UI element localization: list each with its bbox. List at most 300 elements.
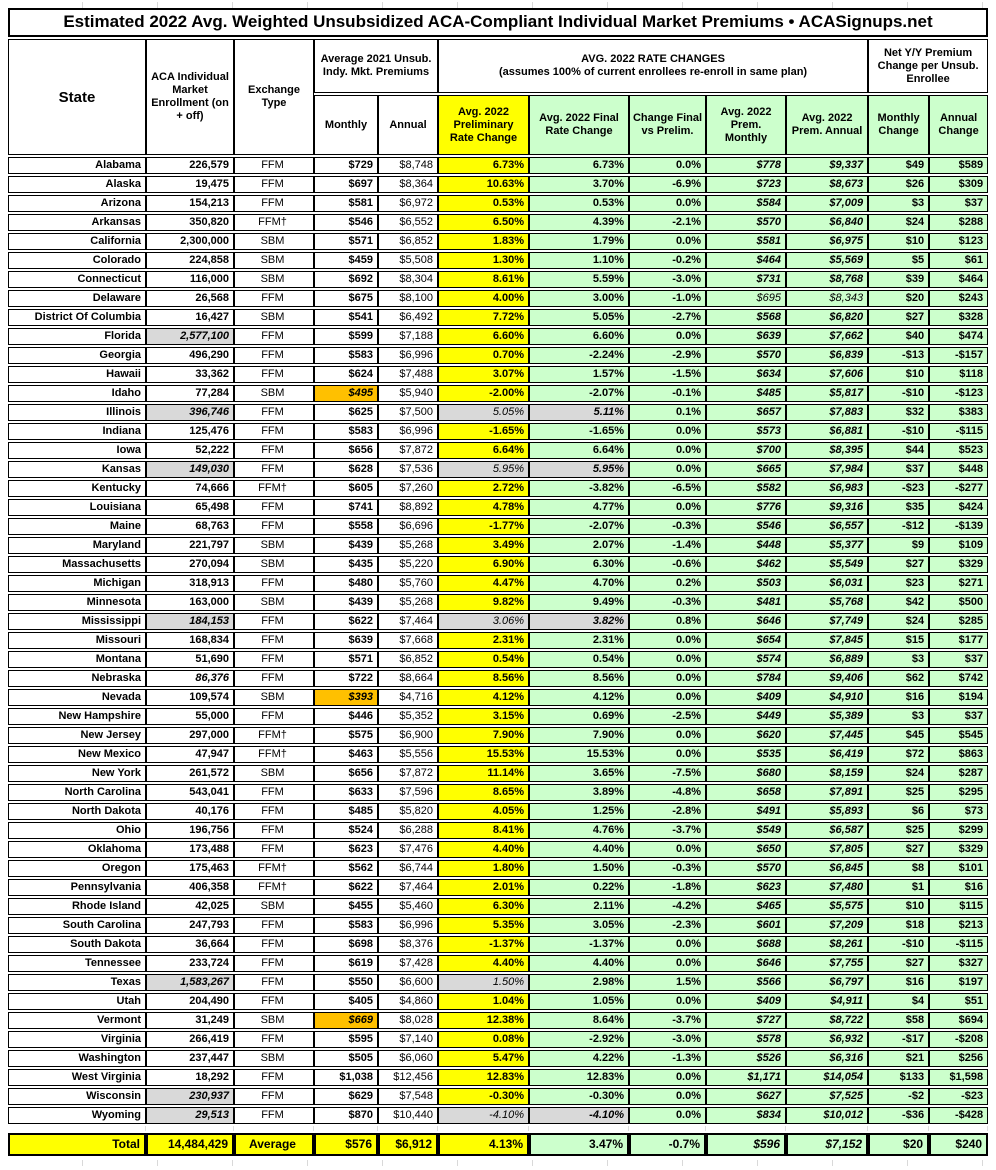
cell-final: 1.79% bbox=[529, 233, 629, 250]
cell-annual_2021: $5,940 bbox=[378, 385, 438, 402]
cell-prem_annual: $4,911 bbox=[786, 993, 868, 1010]
cell-final: 3.65% bbox=[529, 765, 629, 782]
cell-monthly_change: $27 bbox=[868, 556, 929, 573]
cell-annual_2021: $6,996 bbox=[378, 423, 438, 440]
table-body bbox=[8, 157, 988, 1156]
cell-prem_monthly: $409 bbox=[706, 689, 786, 706]
cell-prem_monthly: $448 bbox=[706, 537, 786, 554]
cell-annual_2021: $6,852 bbox=[378, 233, 438, 250]
cell-annual_change: $545 bbox=[929, 727, 988, 744]
cell-annual_change: -$23 bbox=[929, 1088, 988, 1105]
cell-monthly_change: -$17 bbox=[868, 1031, 929, 1048]
cell-monthly_2021: $870 bbox=[314, 1107, 378, 1124]
cell-change: -4.8% bbox=[629, 784, 706, 801]
cell-annual_change: $327 bbox=[929, 955, 988, 972]
cell-change: -2.3% bbox=[629, 917, 706, 934]
cell-state: Mississippi bbox=[8, 613, 146, 630]
cell-monthly_change: $3 bbox=[868, 708, 929, 725]
cell-final: 0.22% bbox=[529, 879, 629, 896]
cell-exchange: FFM bbox=[234, 423, 314, 440]
cell-prem_annual: $7,009 bbox=[786, 195, 868, 212]
cell-enrollment: 233,724 bbox=[146, 955, 234, 972]
cell-prem_annual: $9,406 bbox=[786, 670, 868, 687]
cell-prem_annual: $7,662 bbox=[786, 328, 868, 345]
cell-prem_annual: $6,932 bbox=[786, 1031, 868, 1048]
cell-enrollment: 163,000 bbox=[146, 594, 234, 611]
cell-change: 0.0% bbox=[629, 993, 706, 1010]
cell-monthly_2021: $692 bbox=[314, 271, 378, 288]
table-row bbox=[8, 157, 988, 174]
cell-change: -3.0% bbox=[629, 271, 706, 288]
cell-change: 1.5% bbox=[629, 974, 706, 991]
cell-annual_change: $194 bbox=[929, 689, 988, 706]
cell-exchange: FFM bbox=[234, 708, 314, 725]
cell-monthly_2021: $571 bbox=[314, 233, 378, 250]
cell-prelim: 4.40% bbox=[438, 955, 529, 972]
cell-annual_change: $37 bbox=[929, 651, 988, 668]
cell-prem_monthly: $584 bbox=[706, 195, 786, 212]
cell-final: 2.31% bbox=[529, 632, 629, 649]
col-header-state: State bbox=[8, 39, 146, 155]
spacer-cell bbox=[234, 1126, 314, 1131]
cell-change: -0.1% bbox=[629, 385, 706, 402]
cell-enrollment: 47,947 bbox=[146, 746, 234, 763]
cell-monthly_change: $42 bbox=[868, 594, 929, 611]
cell-final: -1.37% bbox=[529, 936, 629, 953]
table-row bbox=[8, 385, 988, 402]
cell-state: Florida bbox=[8, 328, 146, 345]
total-row bbox=[8, 1133, 988, 1156]
cell-prem_annual: $5,389 bbox=[786, 708, 868, 725]
cell-enrollment: 16,427 bbox=[146, 309, 234, 326]
cell-enrollment: 52,222 bbox=[146, 442, 234, 459]
table-row bbox=[8, 746, 988, 763]
col-header-final-rate-change: Avg. 2022 Final Rate Change bbox=[529, 95, 629, 155]
cell-monthly_change: $21 bbox=[868, 1050, 929, 1067]
cell-monthly_change: $58 bbox=[868, 1012, 929, 1029]
cell-final: 1.05% bbox=[529, 993, 629, 1010]
cell-annual_change: $299 bbox=[929, 822, 988, 839]
cell-annual_2021: $6,600 bbox=[378, 974, 438, 991]
cell-change: -7.5% bbox=[629, 765, 706, 782]
cell-state: Arkansas bbox=[8, 214, 146, 231]
cell-prem_monthly: $481 bbox=[706, 594, 786, 611]
cell-annual_2021: $7,464 bbox=[378, 879, 438, 896]
cell-annual_2021: $5,268 bbox=[378, 594, 438, 611]
cell-state: Wisconsin bbox=[8, 1088, 146, 1105]
table-row bbox=[8, 461, 988, 478]
cell-prem_monthly: $570 bbox=[706, 347, 786, 364]
cell-monthly_change: $10 bbox=[868, 898, 929, 915]
table-row bbox=[8, 499, 988, 516]
cell-prem_monthly: $1,171 bbox=[706, 1069, 786, 1086]
cell-annual_change: $61 bbox=[929, 252, 988, 269]
cell-enrollment: 196,756 bbox=[146, 822, 234, 839]
cell-final: 6.60% bbox=[529, 328, 629, 345]
cell-enrollment: 55,000 bbox=[146, 708, 234, 725]
cell-monthly_change: $18 bbox=[868, 917, 929, 934]
cell-annual_change: $383 bbox=[929, 404, 988, 421]
cell-prem_annual: $7,606 bbox=[786, 366, 868, 383]
cell-change: 0.0% bbox=[629, 1107, 706, 1124]
cell-prem_monthly: $834 bbox=[706, 1107, 786, 1124]
cell-final: 3.00% bbox=[529, 290, 629, 307]
cell-prem_annual: $5,377 bbox=[786, 537, 868, 554]
cell-monthly_change: -$36 bbox=[868, 1107, 929, 1124]
cell-monthly_change: $24 bbox=[868, 214, 929, 231]
cell-annual_change: $115 bbox=[929, 898, 988, 915]
cell-prelim: 1.04% bbox=[438, 993, 529, 1010]
cell-prem_monthly: $464 bbox=[706, 252, 786, 269]
cell-state: Pennsylvania bbox=[8, 879, 146, 896]
cell-enrollment: 116,000 bbox=[146, 271, 234, 288]
cell-final: 1.10% bbox=[529, 252, 629, 269]
premiums-table bbox=[8, 37, 988, 1158]
col-group-2022-rate-changes bbox=[438, 39, 868, 93]
cell-enrollment: 31,249 bbox=[146, 1012, 234, 1029]
cell-change: 0.0% bbox=[629, 670, 706, 687]
cell-enrollment: 19,475 bbox=[146, 176, 234, 193]
cell-prem_monthly: $568 bbox=[706, 309, 786, 326]
cell-state: Delaware bbox=[8, 290, 146, 307]
cell-prem_annual: $6,840 bbox=[786, 214, 868, 231]
table-row bbox=[8, 632, 988, 649]
cell-prelim: 1.50% bbox=[438, 974, 529, 991]
cell-state: Indiana bbox=[8, 423, 146, 440]
cell-exchange: SBM bbox=[234, 1050, 314, 1067]
spacer-cell bbox=[529, 1126, 629, 1131]
cell-annual_2021: $8,028 bbox=[378, 1012, 438, 1029]
cell-prem_monthly: $485 bbox=[706, 385, 786, 402]
cell-annual_2021: $10,440 bbox=[378, 1107, 438, 1124]
table-row bbox=[8, 917, 988, 934]
cell-prelim: 3.49% bbox=[438, 537, 529, 554]
table-row bbox=[8, 1107, 988, 1124]
cell-monthly_2021: $393 bbox=[314, 689, 378, 706]
cell-prem_monthly: $620 bbox=[706, 727, 786, 744]
total-cell-final: 3.47% bbox=[529, 1133, 629, 1156]
cell-enrollment: 51,690 bbox=[146, 651, 234, 668]
cell-annual_2021: $4,716 bbox=[378, 689, 438, 706]
cell-enrollment: 184,153 bbox=[146, 613, 234, 630]
cell-change: 0.8% bbox=[629, 613, 706, 630]
table-row bbox=[8, 594, 988, 611]
cell-annual_change: $16 bbox=[929, 879, 988, 896]
cell-annual_2021: $7,488 bbox=[378, 366, 438, 383]
rate-changes-group-note: (assumes 100% of current enrollees re-enroll in same plan) bbox=[498, 66, 808, 78]
cell-prem_monthly: $680 bbox=[706, 765, 786, 782]
cell-exchange: FFM bbox=[234, 822, 314, 839]
total-cell-exchange: Average bbox=[234, 1133, 314, 1156]
cell-monthly_2021: $581 bbox=[314, 195, 378, 212]
cell-monthly_change: $4 bbox=[868, 993, 929, 1010]
cell-state: Alabama bbox=[8, 157, 146, 174]
cell-prelim: 2.72% bbox=[438, 480, 529, 497]
total-cell-annual_2021: $6,912 bbox=[378, 1133, 438, 1156]
cell-enrollment: 154,213 bbox=[146, 195, 234, 212]
cell-exchange: SBM bbox=[234, 1012, 314, 1029]
cell-state: Nebraska bbox=[8, 670, 146, 687]
cell-enrollment: 74,666 bbox=[146, 480, 234, 497]
cell-final: 3.89% bbox=[529, 784, 629, 801]
cell-enrollment: 318,913 bbox=[146, 575, 234, 592]
table-row bbox=[8, 879, 988, 896]
cell-change: -1.5% bbox=[629, 366, 706, 383]
cell-prelim: 4.05% bbox=[438, 803, 529, 820]
cell-annual_change: -$123 bbox=[929, 385, 988, 402]
cell-exchange: FFM bbox=[234, 1069, 314, 1086]
cell-annual_change: $101 bbox=[929, 860, 988, 877]
cell-exchange: FFM bbox=[234, 347, 314, 364]
cell-prem_monthly: $549 bbox=[706, 822, 786, 839]
cell-monthly_change: $45 bbox=[868, 727, 929, 744]
cell-prem_annual: $5,893 bbox=[786, 803, 868, 820]
table-row bbox=[8, 537, 988, 554]
cell-annual_change: $464 bbox=[929, 271, 988, 288]
cell-prem_annual: $7,755 bbox=[786, 955, 868, 972]
cell-prelim: 0.54% bbox=[438, 651, 529, 668]
table-row bbox=[8, 822, 988, 839]
cell-annual_change: $213 bbox=[929, 917, 988, 934]
cell-exchange: FFM† bbox=[234, 480, 314, 497]
cell-enrollment: 18,292 bbox=[146, 1069, 234, 1086]
cell-annual_change: -$157 bbox=[929, 347, 988, 364]
table-row bbox=[8, 214, 988, 231]
cell-final: 15.53% bbox=[529, 746, 629, 763]
cell-state: Illinois bbox=[8, 404, 146, 421]
cell-exchange: SBM bbox=[234, 233, 314, 250]
cell-final: 5.11% bbox=[529, 404, 629, 421]
cell-prem_monthly: $650 bbox=[706, 841, 786, 858]
cell-change: -0.3% bbox=[629, 594, 706, 611]
cell-prem_annual: $6,419 bbox=[786, 746, 868, 763]
table-row bbox=[8, 1050, 988, 1067]
cell-exchange: FFM bbox=[234, 366, 314, 383]
cell-annual_2021: $7,188 bbox=[378, 328, 438, 345]
cell-prem_monthly: $784 bbox=[706, 670, 786, 687]
cell-annual_2021: $6,060 bbox=[378, 1050, 438, 1067]
cell-state: New Jersey bbox=[8, 727, 146, 744]
spacer-cell bbox=[8, 1126, 146, 1131]
cell-prem_annual: $7,209 bbox=[786, 917, 868, 934]
cell-state: Maryland bbox=[8, 537, 146, 554]
cell-change: -0.3% bbox=[629, 860, 706, 877]
cell-annual_change: $694 bbox=[929, 1012, 988, 1029]
cell-state: Iowa bbox=[8, 442, 146, 459]
cell-monthly_change: $20 bbox=[868, 290, 929, 307]
cell-monthly_change: $16 bbox=[868, 689, 929, 706]
cell-prelim: 4.78% bbox=[438, 499, 529, 516]
cell-final: 4.40% bbox=[529, 955, 629, 972]
cell-monthly_2021: $405 bbox=[314, 993, 378, 1010]
cell-prem_annual: $5,768 bbox=[786, 594, 868, 611]
page-title: Estimated 2022 Avg. Weighted Unsubsidized ACA-Compliant Individual Market Premiums • ACASignups.net bbox=[8, 8, 988, 37]
cell-state: Colorado bbox=[8, 252, 146, 269]
cell-final: 4.12% bbox=[529, 689, 629, 706]
cell-prelim: 6.50% bbox=[438, 214, 529, 231]
cell-prem_annual: $6,316 bbox=[786, 1050, 868, 1067]
cell-state: Oklahoma bbox=[8, 841, 146, 858]
cell-monthly_change: $27 bbox=[868, 309, 929, 326]
table-row bbox=[8, 252, 988, 269]
cell-monthly_2021: $575 bbox=[314, 727, 378, 744]
cell-enrollment: 221,797 bbox=[146, 537, 234, 554]
cell-enrollment: 350,820 bbox=[146, 214, 234, 231]
cell-final: 3.05% bbox=[529, 917, 629, 934]
cell-prelim: 2.01% bbox=[438, 879, 529, 896]
cell-prem_annual: $5,569 bbox=[786, 252, 868, 269]
cell-change: 0.2% bbox=[629, 575, 706, 592]
cell-enrollment: 2,300,000 bbox=[146, 233, 234, 250]
cell-state: Georgia bbox=[8, 347, 146, 364]
cell-annual_2021: $8,664 bbox=[378, 670, 438, 687]
cell-prem_annual: $7,805 bbox=[786, 841, 868, 858]
spacer-cell bbox=[706, 1126, 786, 1131]
table-header bbox=[8, 39, 988, 155]
cell-annual_change: $37 bbox=[929, 195, 988, 212]
cell-final: 5.95% bbox=[529, 461, 629, 478]
spacer-cell bbox=[868, 1126, 929, 1131]
cell-enrollment: 86,376 bbox=[146, 670, 234, 687]
cell-annual_2021: $6,744 bbox=[378, 860, 438, 877]
spacer-cell bbox=[786, 1126, 868, 1131]
cell-state: Ohio bbox=[8, 822, 146, 839]
cell-annual_2021: $6,996 bbox=[378, 917, 438, 934]
cell-exchange: FFM bbox=[234, 784, 314, 801]
cell-prelim: -2.00% bbox=[438, 385, 529, 402]
cell-final: 2.98% bbox=[529, 974, 629, 991]
cell-prelim: 12.83% bbox=[438, 1069, 529, 1086]
cell-change: -6.9% bbox=[629, 176, 706, 193]
cell-annual_2021: $7,548 bbox=[378, 1088, 438, 1105]
cell-prem_annual: $8,343 bbox=[786, 290, 868, 307]
cell-exchange: FFM bbox=[234, 632, 314, 649]
cell-monthly_change: $6 bbox=[868, 803, 929, 820]
cell-change: 0.0% bbox=[629, 195, 706, 212]
cell-prem_annual: $5,575 bbox=[786, 898, 868, 915]
cell-final: 3.82% bbox=[529, 613, 629, 630]
cell-exchange: FFM bbox=[234, 917, 314, 934]
cell-state: Kansas bbox=[8, 461, 146, 478]
cell-monthly_2021: $571 bbox=[314, 651, 378, 668]
cell-annual_change: $123 bbox=[929, 233, 988, 250]
cell-monthly_2021: $505 bbox=[314, 1050, 378, 1067]
cell-change: 0.0% bbox=[629, 328, 706, 345]
cell-state: Kentucky bbox=[8, 480, 146, 497]
cell-monthly_change: $23 bbox=[868, 575, 929, 592]
cell-monthly_change: $25 bbox=[868, 822, 929, 839]
cell-change: -3.0% bbox=[629, 1031, 706, 1048]
cell-prem_annual: $9,337 bbox=[786, 157, 868, 174]
cell-prem_annual: $5,817 bbox=[786, 385, 868, 402]
cell-annual_change: $197 bbox=[929, 974, 988, 991]
table-row bbox=[8, 727, 988, 744]
table-row bbox=[8, 404, 988, 421]
cell-exchange: FFM bbox=[234, 955, 314, 972]
cell-annual_change: $329 bbox=[929, 841, 988, 858]
cell-prelim: 7.72% bbox=[438, 309, 529, 326]
cell-prelim: 1.83% bbox=[438, 233, 529, 250]
cell-annual_change: $523 bbox=[929, 442, 988, 459]
cell-monthly_2021: $639 bbox=[314, 632, 378, 649]
table-row bbox=[8, 1031, 988, 1048]
cell-prelim: 6.60% bbox=[438, 328, 529, 345]
table-row bbox=[8, 841, 988, 858]
cell-prem_monthly: $581 bbox=[706, 233, 786, 250]
cell-exchange: FFM bbox=[234, 841, 314, 858]
cell-enrollment: 36,664 bbox=[146, 936, 234, 953]
cell-enrollment: 29,513 bbox=[146, 1107, 234, 1124]
cell-enrollment: 42,025 bbox=[146, 898, 234, 915]
cell-prelim: 8.61% bbox=[438, 271, 529, 288]
cell-enrollment: 65,498 bbox=[146, 499, 234, 516]
cell-change: 0.0% bbox=[629, 632, 706, 649]
cell-monthly_2021: $435 bbox=[314, 556, 378, 573]
cell-state: Louisiana bbox=[8, 499, 146, 516]
cell-state: New York bbox=[8, 765, 146, 782]
cell-monthly_change: $15 bbox=[868, 632, 929, 649]
cell-annual_2021: $8,304 bbox=[378, 271, 438, 288]
cell-state: West Virginia bbox=[8, 1069, 146, 1086]
cell-exchange: FFM bbox=[234, 461, 314, 478]
cell-annual_change: -$115 bbox=[929, 423, 988, 440]
cell-final: -2.07% bbox=[529, 385, 629, 402]
cell-prem_monthly: $578 bbox=[706, 1031, 786, 1048]
cell-prem_monthly: $658 bbox=[706, 784, 786, 801]
cell-final: 1.57% bbox=[529, 366, 629, 383]
cell-annual_change: $285 bbox=[929, 613, 988, 630]
cell-prelim: 6.64% bbox=[438, 442, 529, 459]
cell-exchange: FFM bbox=[234, 1088, 314, 1105]
total-cell-change: -0.7% bbox=[629, 1133, 706, 1156]
cell-annual_2021: $7,428 bbox=[378, 955, 438, 972]
cell-prem_monthly: $654 bbox=[706, 632, 786, 649]
cell-monthly_2021: $583 bbox=[314, 423, 378, 440]
cell-monthly_change: $16 bbox=[868, 974, 929, 991]
cell-state: Arizona bbox=[8, 195, 146, 212]
cell-prem_monthly: $731 bbox=[706, 271, 786, 288]
cell-monthly_2021: $595 bbox=[314, 1031, 378, 1048]
cell-prelim: 8.65% bbox=[438, 784, 529, 801]
cell-monthly_2021: $622 bbox=[314, 879, 378, 896]
cell-state: New Mexico bbox=[8, 746, 146, 763]
table-row bbox=[8, 233, 988, 250]
cell-monthly_2021: $656 bbox=[314, 765, 378, 782]
cell-monthly_2021: $656 bbox=[314, 442, 378, 459]
cell-exchange: SBM bbox=[234, 765, 314, 782]
cell-final: 4.22% bbox=[529, 1050, 629, 1067]
cell-prem_monthly: $601 bbox=[706, 917, 786, 934]
cell-exchange: FFM bbox=[234, 613, 314, 630]
cell-monthly_change: $37 bbox=[868, 461, 929, 478]
cell-annual_2021: $6,696 bbox=[378, 518, 438, 535]
cell-exchange: SBM bbox=[234, 556, 314, 573]
cell-annual_change: -$277 bbox=[929, 480, 988, 497]
cell-enrollment: 40,176 bbox=[146, 803, 234, 820]
cell-prelim: 0.53% bbox=[438, 195, 529, 212]
cell-final: 12.83% bbox=[529, 1069, 629, 1086]
table-row bbox=[8, 670, 988, 687]
cell-enrollment: 247,793 bbox=[146, 917, 234, 934]
cell-prem_annual: $5,549 bbox=[786, 556, 868, 573]
cell-change: 0.0% bbox=[629, 651, 706, 668]
cell-exchange: FFM† bbox=[234, 727, 314, 744]
cell-enrollment: 543,041 bbox=[146, 784, 234, 801]
cell-exchange: SBM bbox=[234, 898, 314, 915]
cell-prem_annual: $6,820 bbox=[786, 309, 868, 326]
cell-change: 0.0% bbox=[629, 157, 706, 174]
table-row bbox=[8, 803, 988, 820]
